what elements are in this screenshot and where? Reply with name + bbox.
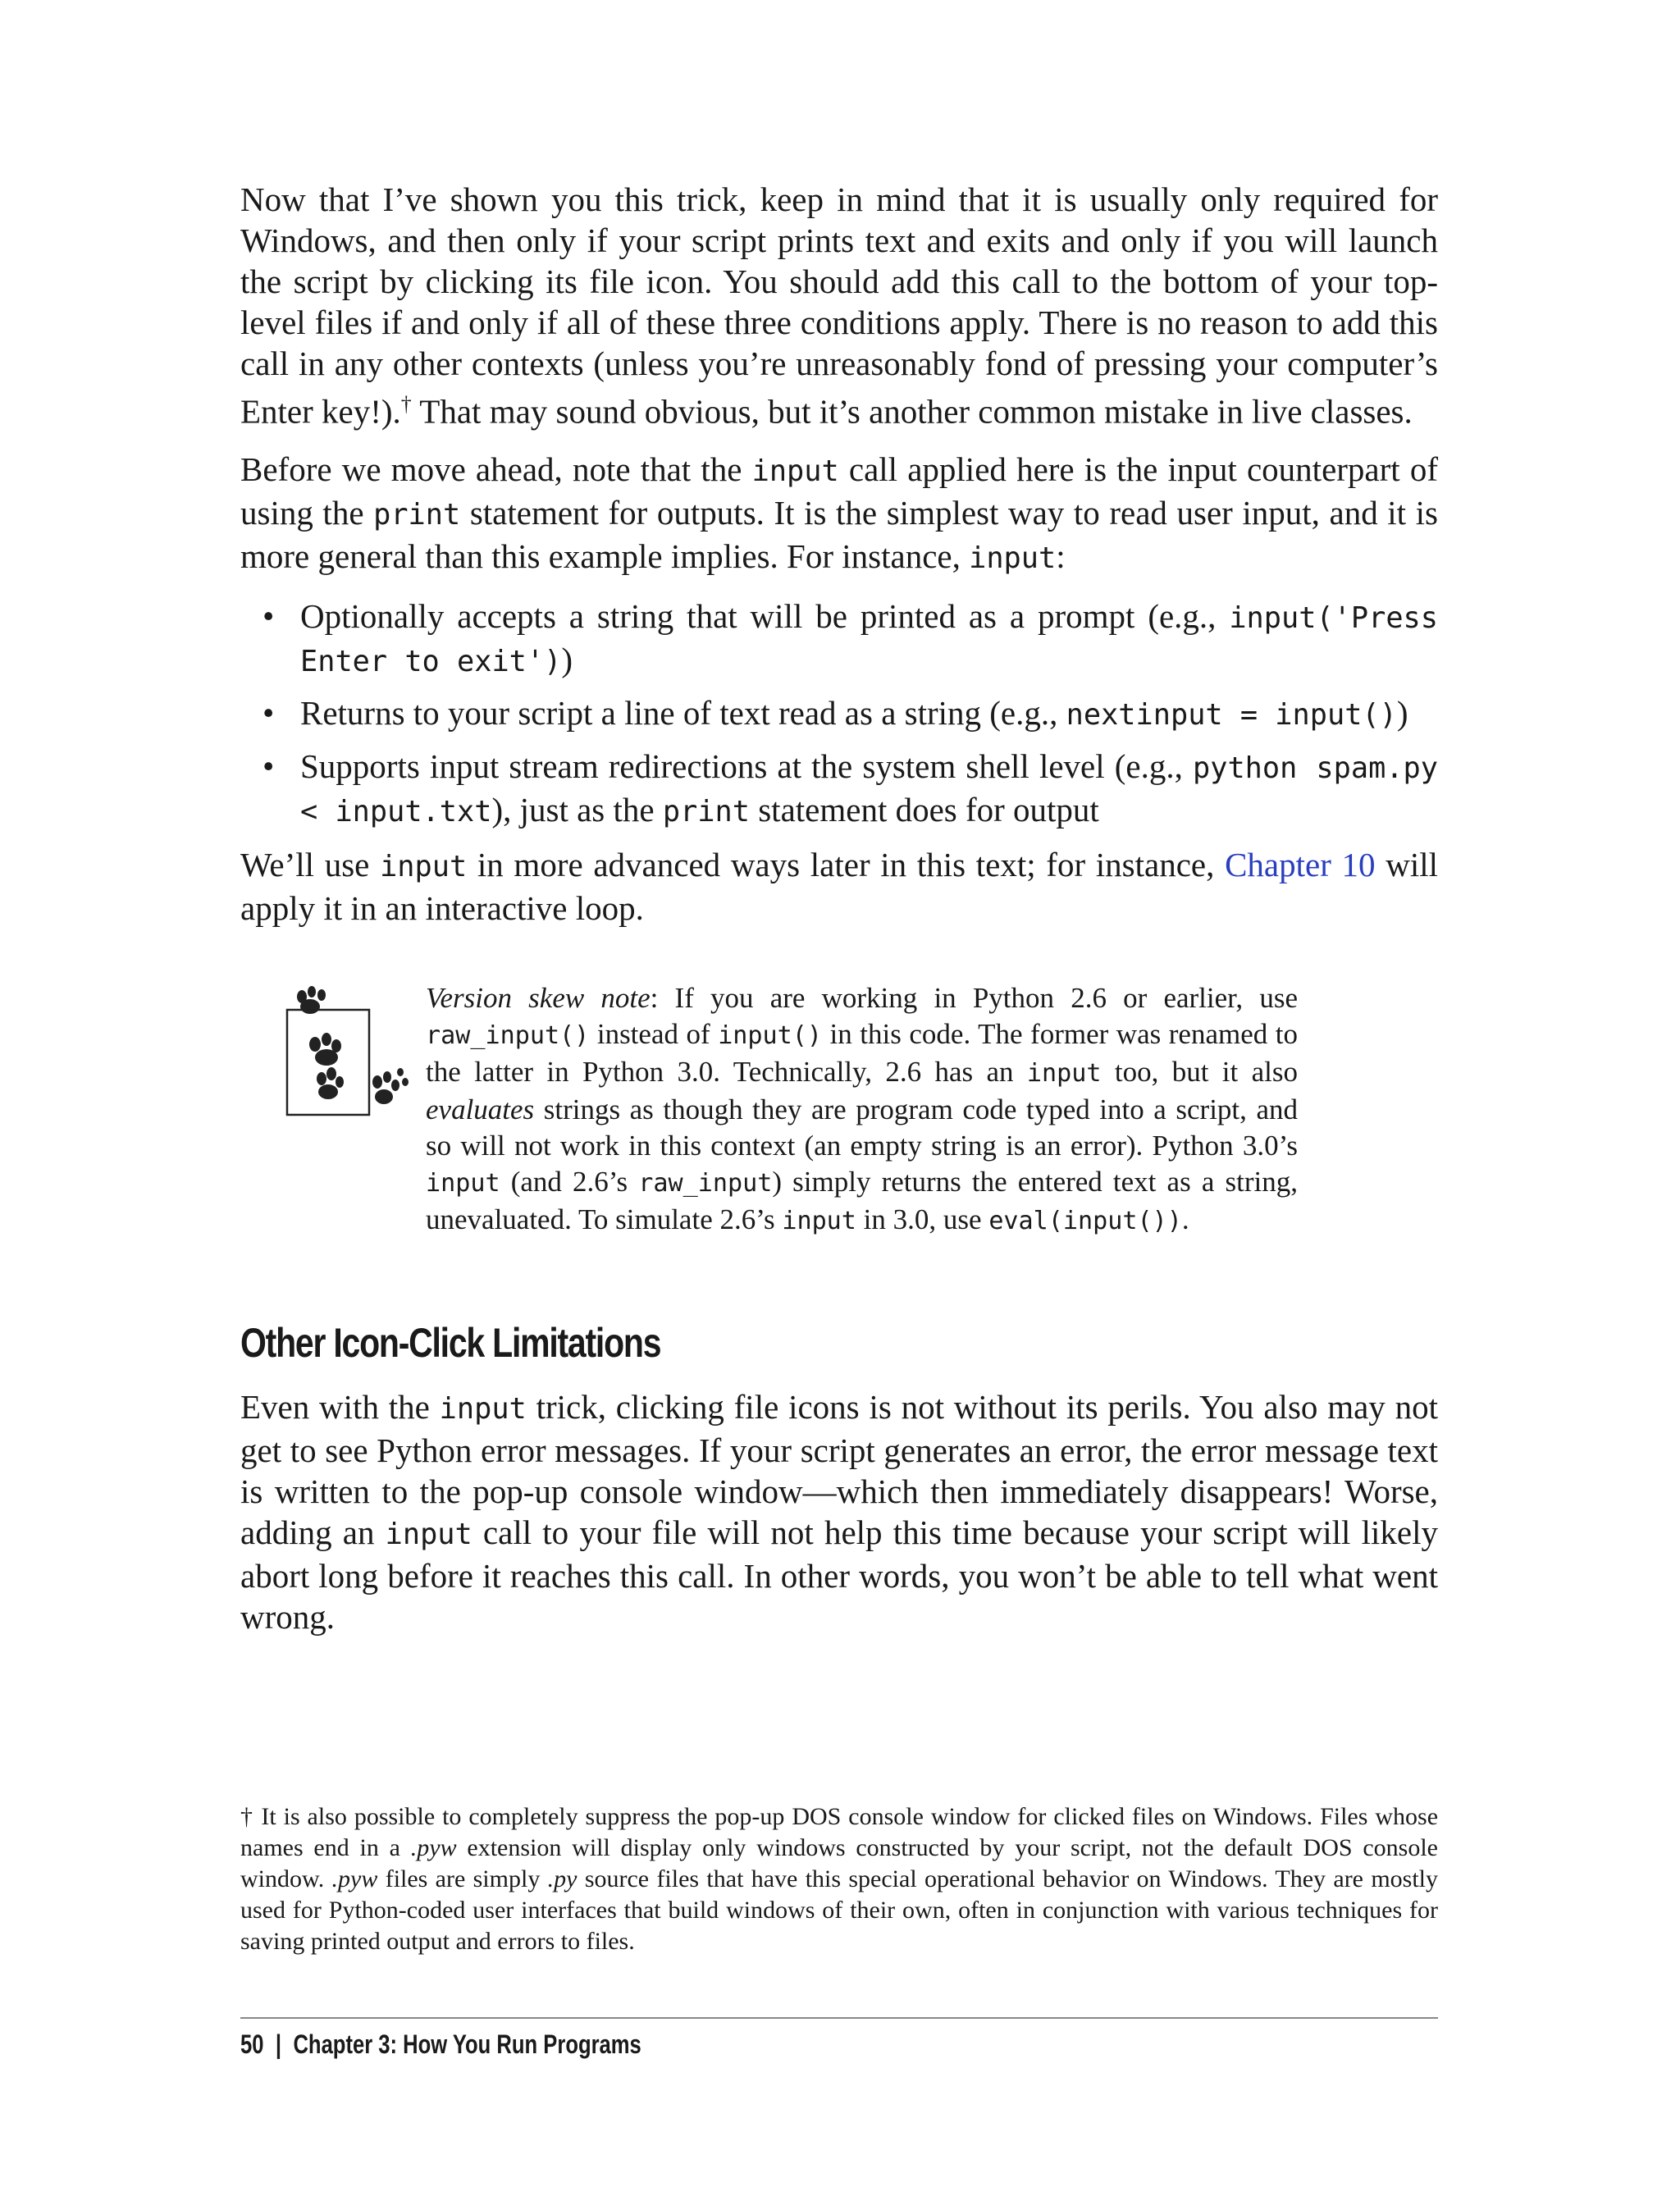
footnote-marker[interactable]: † [400, 392, 412, 416]
paragraph-3: We’ll use input in more advanced ways later in this text; for instance, Chapter 10 will apply it in an interactive loop. [240, 845, 1438, 927]
list-item: • Returns to your script a line of text read as a string (e.g., nextinput = input()) [262, 693, 1408, 732]
list-item: • Optionally accepts a string that will be printed as a prompt (e.g., input('Press Enter to exit')) [262, 596, 1438, 678]
chapter-10-link[interactable]: Chapter 10 [1225, 845, 1376, 883]
version-skew-note [285, 980, 1438, 1276]
page-number: 50 [240, 2029, 264, 2059]
animal-tracks-icon [285, 980, 425, 1136]
section-text-block [240, 1386, 1438, 1654]
paragraph-1: Now that I’ve shown you this trick, keep in mind that it is usually only required for Windows, and then only if your script prints text and exits and only if you will launch the script by clicking its file icon. You should add this call to the bottom of your top-level files if and only if all of these three conditions apply. There is no reason to add this call in any other contexts (unless you’re unreasonably fond of pressing your computer’s Enter key!).† That may sound obvious, but it’s another common mistake in live classes. [240, 180, 1438, 431]
footnote-dagger: † [240, 1803, 254, 1830]
paragraph-4: Even with the input trick, clicking file icons is not without its perils. You also may not get to see Python error messages. If your script generates an error, the error message text is written to the pop-up console window—which then immediately disappears! Worse, adding an input call to your file will not help this time because your script will likely abort long before it reaches this call. In other words, you won’t be able to tell what went wrong. [240, 1388, 1439, 1636]
input-features-list [240, 596, 1438, 833]
paragraph-2: Before we move ahead, note that the input call applied here is the input counterpart of using the print statement for outputs. It is the simplest way to read user input, and it is more general than this example implies. For instance, input: [240, 450, 1438, 575]
list-item: • Supports input stream redirections at the system shell level (e.g., python spam.py < input.txt), just as the print statement does for output [262, 746, 1438, 829]
note-label: Version skew note [426, 982, 651, 1014]
footer-separator: | [275, 2029, 282, 2059]
footer-divider [240, 2017, 1438, 2019]
note-text: Version skew note: If you are working in Python 2.6 or earlier, use raw_input() instead of input() in this code. The former was renamed to the latter in Python 3.0. Technically, 2.6 has an input too, but it also evaluates strings as though they are program code typed into a script, and so will not work in this context (an empty string is an error). Python 3.0’s input (and 2.6’s raw_input) simply returns the entered text as a string, unevaluated. To simulate 2.6’s input in 3.0, use eval(input()). [426, 982, 1299, 1235]
page-footer [240, 2029, 641, 2060]
section-heading: Other Icon-Click Limitations [240, 1320, 661, 1366]
chapter-title: Chapter 3: How You Run Programs [293, 2029, 641, 2059]
footnote: † It is also possible to completely suppress the pop-up DOS console window for clicked files on Windows. Files whose names end in a .pyw extension will display only windows constructed by your script, not the default DOS console window. .pyw files are simply .py source files that have this special operational behavior on Windows. They are mostly used for Python-coded user interfaces that build windows of their own, often in conjunction with various techniques for saving printed output and errors to files. [240, 1803, 1439, 1955]
main-text-block [240, 179, 1438, 945]
